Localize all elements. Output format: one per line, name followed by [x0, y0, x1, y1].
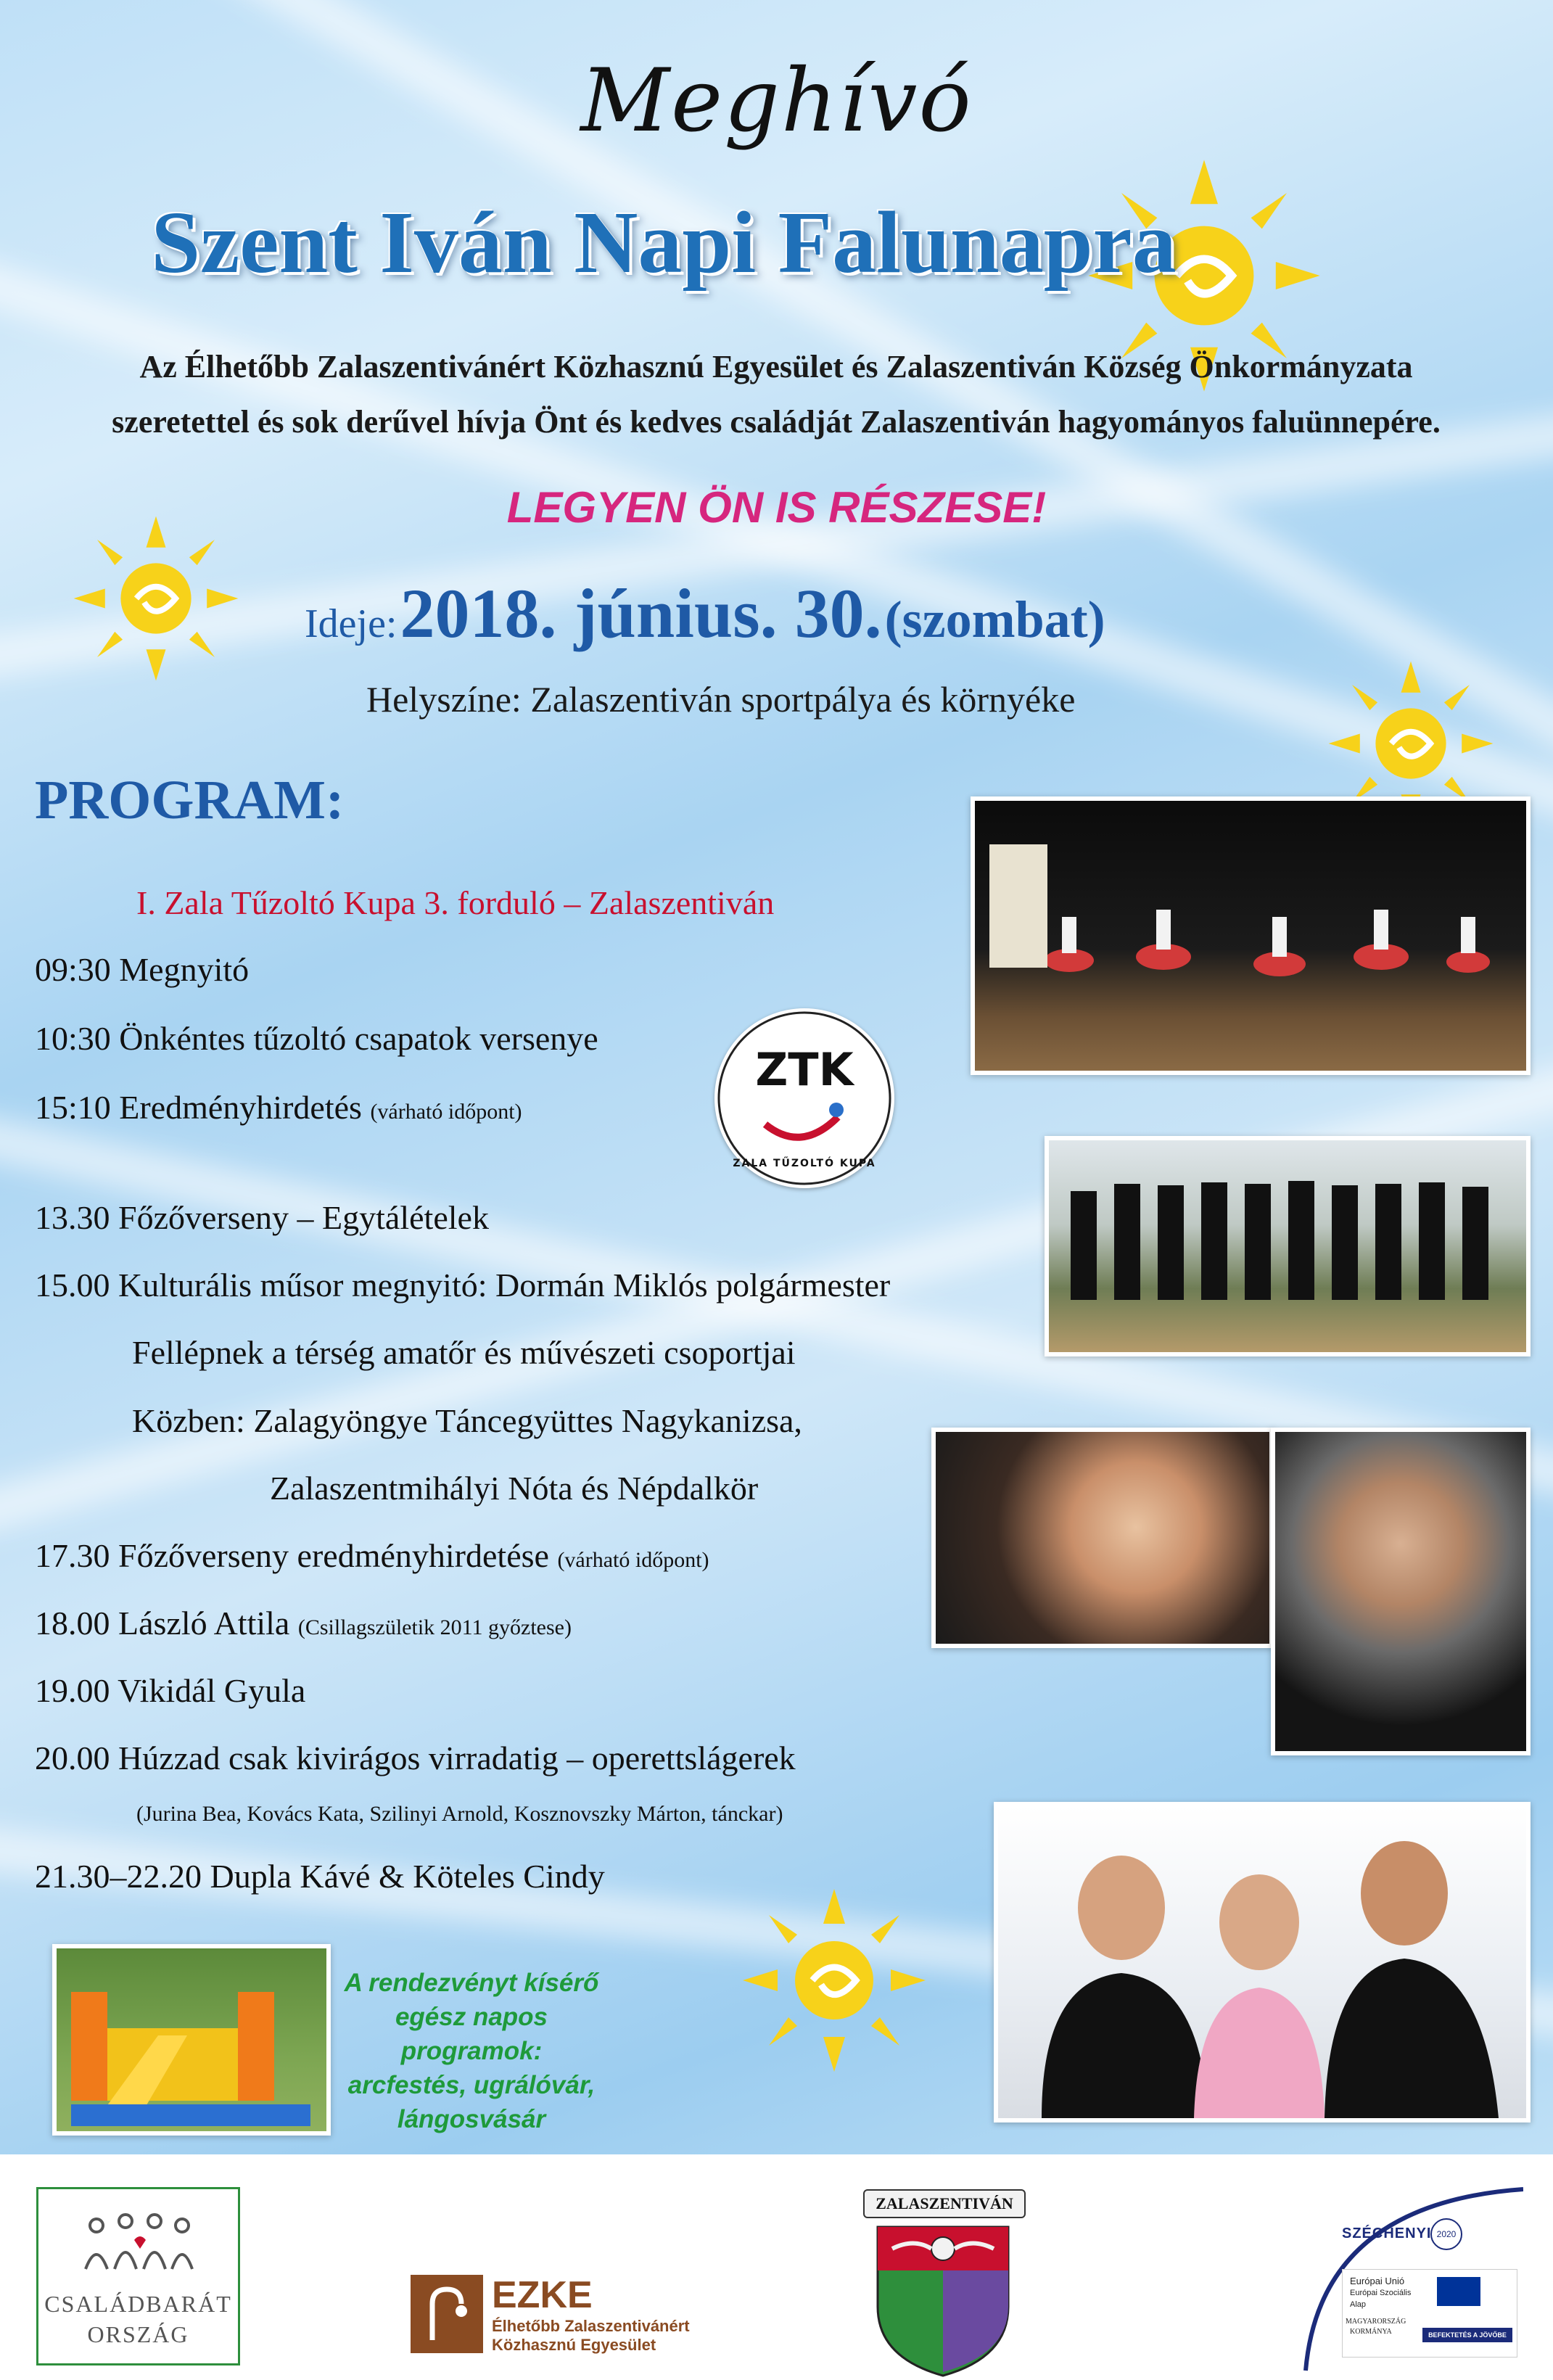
schedule-item-text: 18.00 László Attila — [35, 1605, 290, 1642]
page-title: Szent Iván Napi Falunapra — [151, 194, 1177, 292]
schedule-sub: Fellépnek a térség amatőr és művészeti csoportjai — [132, 1334, 796, 1371]
side-programs-line: lángosvásár — [397, 2105, 546, 2133]
zalaszentivan-crest — [863, 2189, 1023, 2379]
crest-shield-icon — [870, 2220, 1016, 2378]
fire-cup-title: I. Zala Tűzoltó Kupa 3. forduló – Zalaszentiván — [136, 884, 775, 921]
schedule-item-text: 15:10 Eredményhirdetés — [35, 1089, 362, 1126]
side-programs-line: arcfestés, ugrálóvár, — [347, 2071, 596, 2099]
ezke-text-1: Élhetőbb Zalaszentivánért — [492, 2317, 690, 2335]
schedule-sub: Közben: Zalagyöngye Táncegyüttes Nagykanizsa, — [132, 1402, 802, 1439]
folk-dance-photo — [971, 796, 1531, 1075]
schedule-item: 21.30–22.20 Dupla Kávé & Köteles Cindy — [35, 1858, 605, 1895]
csaladbarat-text-1: CSALÁDBARÁT — [44, 2291, 232, 2317]
schedule-item: 13.30 Főzőverseny – Egytálételek — [35, 1199, 489, 1236]
schedule-item: 10:30 Önkéntes tűzoltó csapatok versenye — [35, 1020, 598, 1057]
ztk-ring-text: ZALA TŰZOLTÓ KUPA — [733, 1158, 876, 1169]
dupla-kave-photo — [994, 1802, 1531, 2122]
eu-text-1: Európai Unió — [1350, 2276, 1405, 2286]
choir-photo — [1045, 1136, 1531, 1356]
side-programs-line: A rendezvényt kísérő — [344, 1969, 599, 1997]
schedule-item: 20.00 Húzzad csak kivirágos virradatig – operettslágerek — [35, 1739, 796, 1776]
csaladbarat-logo — [36, 2187, 240, 2365]
intro-line-1: Az Élhetőbb Zalaszentivánért Közhasznú Egyesület és Zalaszentiván Község Önkormányzata — [139, 349, 1413, 384]
ztk-logo — [714, 1008, 894, 1188]
slogan: LEGYEN ÖN IS RÉSZESE! — [506, 483, 1047, 532]
eu-flag-icon — [1437, 2277, 1480, 2306]
schedule-item — [35, 1604, 572, 1642]
gov-text-1: MAGYARORSZÁG — [1346, 2318, 1406, 2326]
schedule-item — [35, 1536, 709, 1575]
ztk-letters: ZTK — [755, 1043, 854, 1096]
schedule-item-text: 17.30 Főzőverseny eredményhirdetése — [35, 1537, 549, 1574]
sun-icon — [725, 1872, 943, 2089]
szechenyi-logo — [1291, 2175, 1523, 2374]
side-programs-line: egész napos programok: — [395, 2003, 548, 2065]
schedule-note: (Csillagszületik 2011 győztese) — [297, 1615, 572, 1639]
family-icon — [82, 2211, 194, 2276]
side-programs — [334, 1966, 609, 2136]
invitation-script-title: Meghívó — [580, 51, 973, 152]
date-value: 2018. június. 30. — [400, 575, 882, 652]
ezke-text-2: Közhasznú Egyesület — [492, 2336, 656, 2354]
ezke-figure-icon — [411, 2275, 483, 2353]
schedule-note: (várható időpont) — [370, 1100, 522, 1124]
csaladbarat-text-2: ORSZÁG — [87, 2321, 189, 2347]
ezke-logo — [406, 2270, 696, 2358]
laszlo-attila-photo — [931, 1428, 1274, 1648]
vikidal-gyula-photo — [1271, 1428, 1531, 1755]
eu-funding-badge — [1342, 2269, 1517, 2358]
date-day: (szombat) — [884, 590, 1105, 648]
schedule-item: 19.00 Vikidál Gyula — [35, 1672, 306, 1709]
intro-line-2: szeretettel és sok derűvel hívja Önt és kedves családját Zalaszentiván hagyományos faluünnepére. — [112, 404, 1441, 440]
eu-text-2: Európai Szociális — [1350, 2289, 1412, 2297]
ezke-title: EZKE — [492, 2274, 593, 2316]
venue: Helyszíne: Zalaszentiván sportpálya és környéke — [366, 679, 1076, 720]
szechenyi-year: 2020 — [1430, 2218, 1462, 2250]
schedule-note: (Jurina Bea, Kovács Kata, Szilinyi Arnold, Kosznovszky Márton, tánckar) — [136, 1802, 783, 1826]
invest-banner: BEFEKTETÉS A JÖVŐBE — [1422, 2328, 1512, 2342]
schedule-sub: Zalaszentmihályi Nóta és Népdalkör — [270, 1470, 759, 1507]
schedule-item — [35, 1088, 522, 1127]
event-date — [305, 573, 1105, 654]
date-label: Ideje: — [305, 601, 397, 646]
ezke-emblem — [411, 2275, 483, 2353]
schedule-item: 15.00 Kulturális műsor megnyitó: Dormán Miklós polgármester — [35, 1267, 891, 1304]
eu-text-3: Alap — [1350, 2300, 1367, 2309]
bouncy-castle-photo — [52, 1944, 331, 2136]
gov-text-2: KORMÁNYA — [1350, 2328, 1392, 2336]
schedule-note: (várható időpont) — [557, 1548, 709, 1572]
szechenyi-title: SZÉCHENYI — [1342, 2225, 1432, 2241]
program-heading: PROGRAM: — [35, 770, 345, 831]
schedule-item: 09:30 Megnyitó — [35, 951, 250, 988]
crest-banner: ZALASZENTIVÁN — [863, 2189, 1026, 2218]
